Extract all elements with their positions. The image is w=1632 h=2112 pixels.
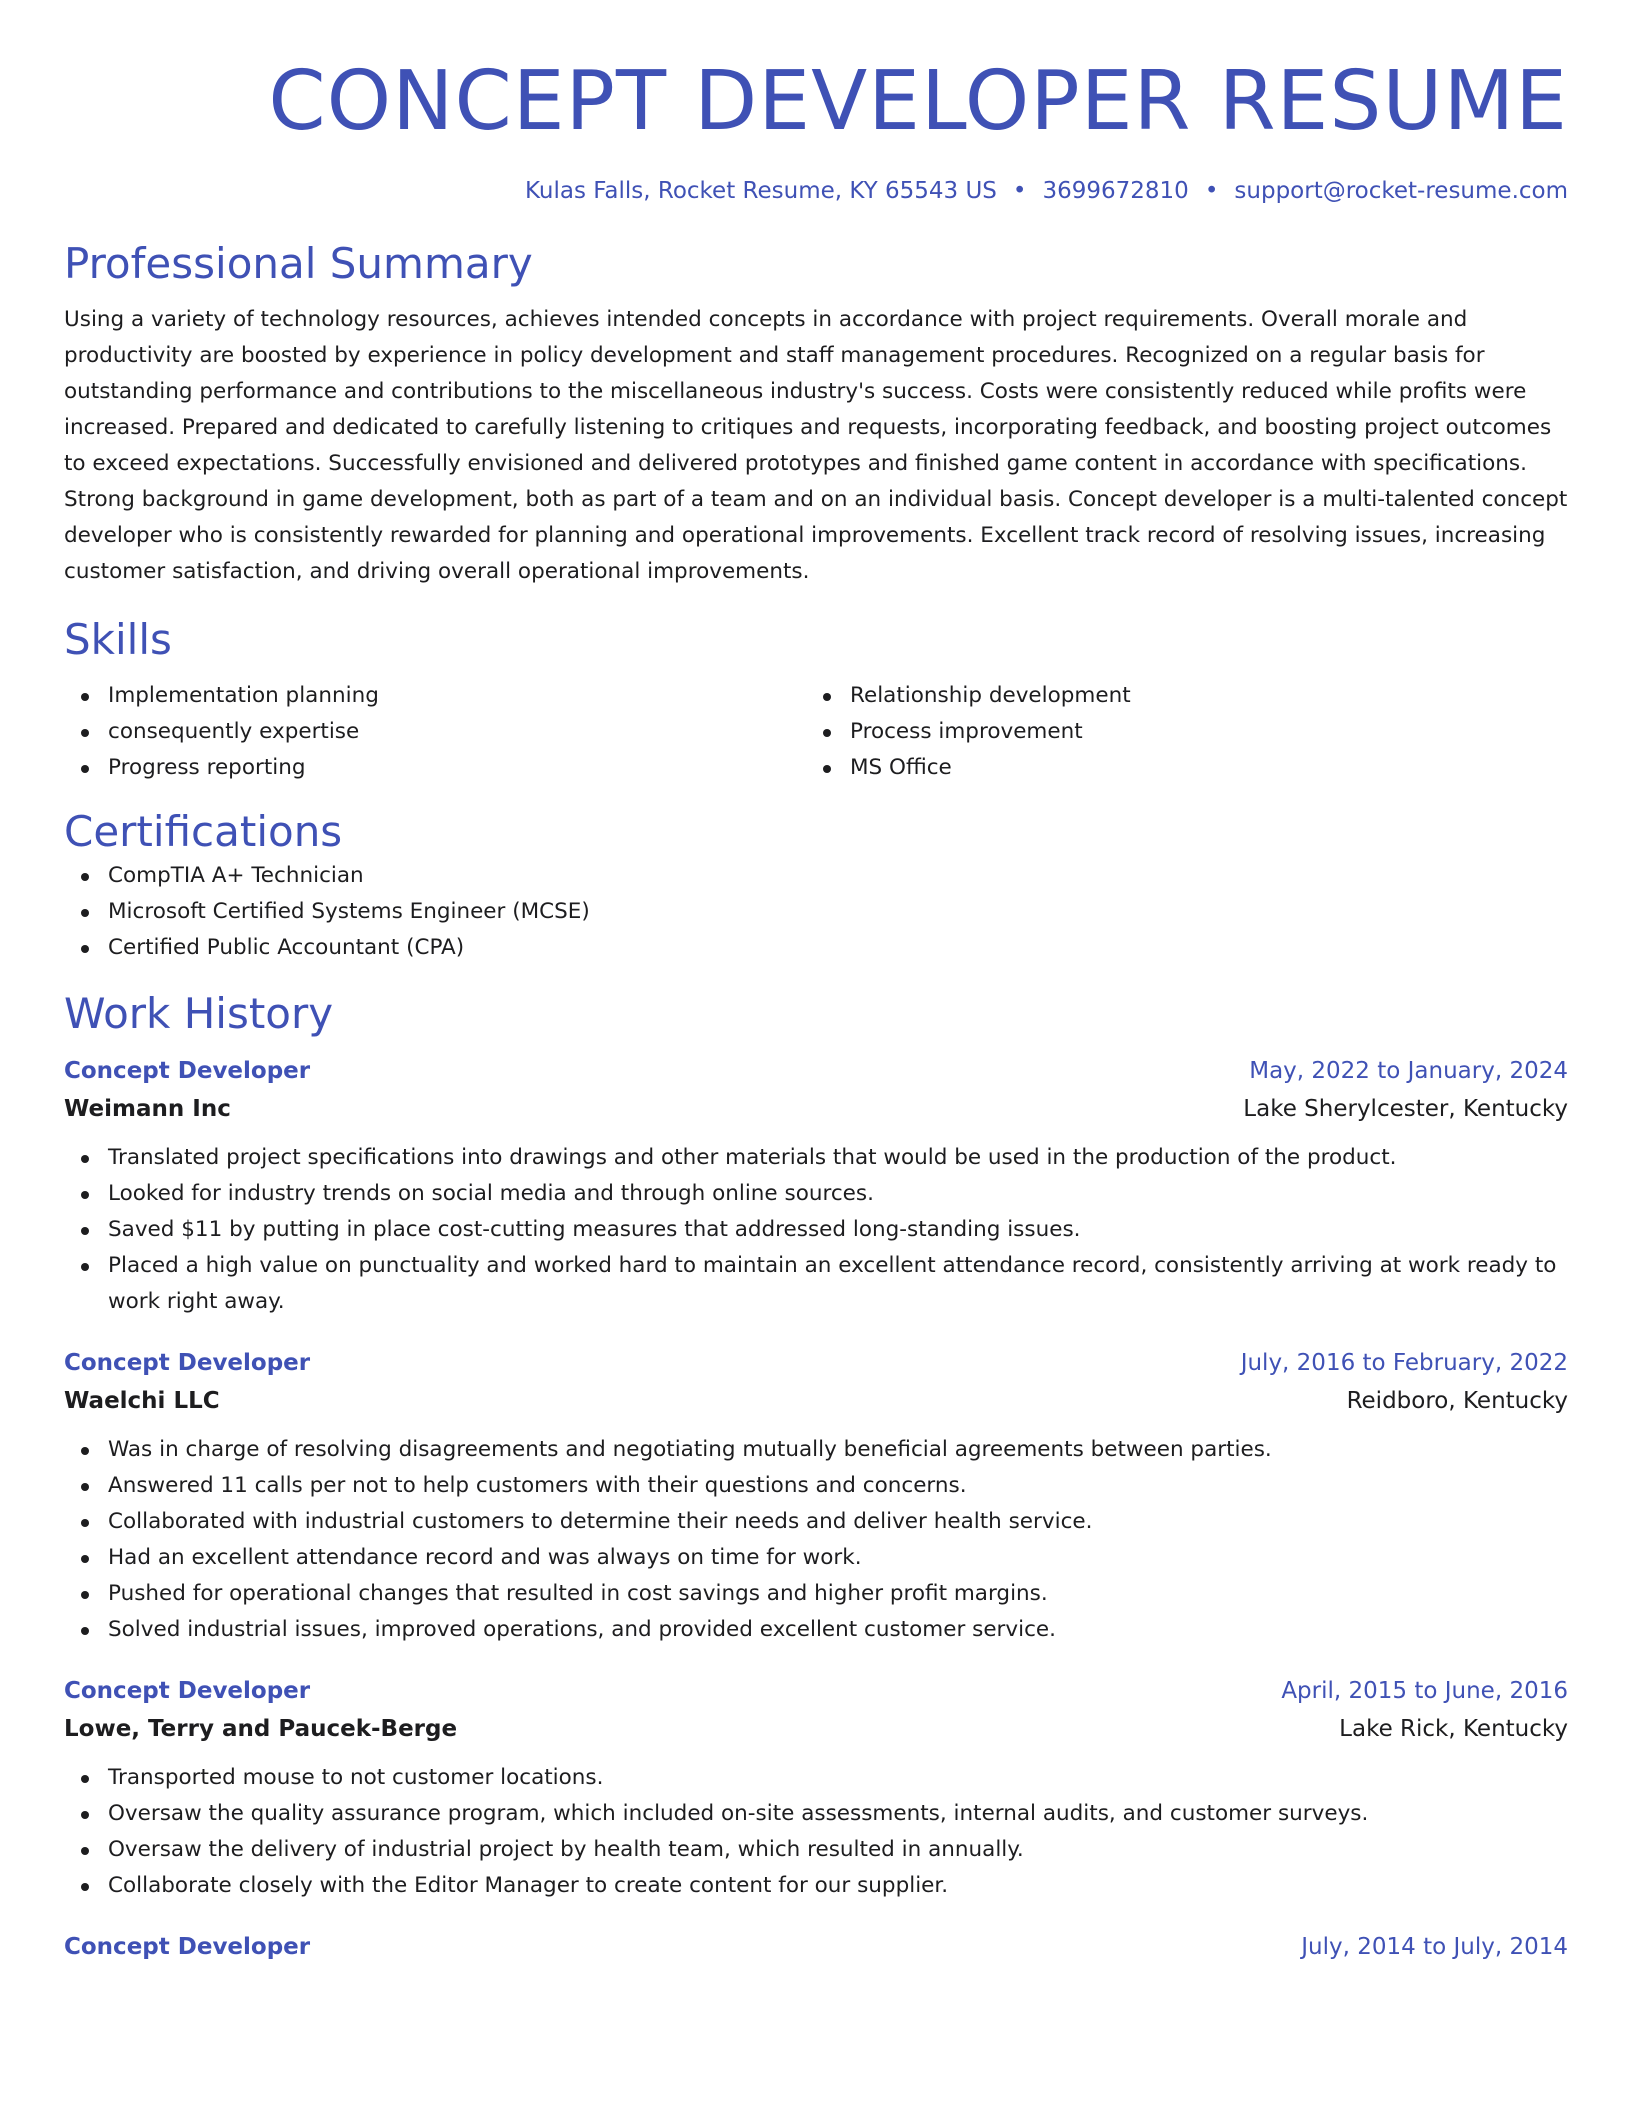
job-company: Weimann Inc [64, 1096, 231, 1122]
skills-list-left [64, 678, 806, 786]
job-header-row [64, 1672, 1568, 1710]
job-duty-item: Translated project specifications into drawings and other materials that would be used in the production of the product. [64, 1140, 1568, 1176]
skills-grid [64, 678, 1568, 786]
job-title: Concept Developer [64, 1934, 311, 1960]
job-duty-item: Looked for industry trends on social media and through online sources. [64, 1176, 1568, 1212]
resume-header [64, 0, 1568, 206]
job-location: Lake Sherylcester, Kentucky [1243, 1096, 1568, 1122]
work-history-heading: Work History [64, 989, 334, 1038]
job-duty-item: Collaborate closely with the Editor Manager to create content for our supplier. [64, 1868, 1568, 1904]
job-company: Lowe, Terry and Paucek-Berge [64, 1716, 458, 1742]
skill-item: Progress reporting [64, 750, 806, 786]
summary-text: Using a variety of technology resources, achieves intended concepts in accordance with project requirements. Overall morale and productivity are boosted by experience in policy development and staff management procedures. Recognized on a regular basis for outstanding performance and contributions to the miscellaneous industry's success. Costs were consistently reduced while profits were increased. Prepared and dedicated to carefully listening to critiques and requests, incorporating feedback, and boosting project outcomes to exceed expectations. Successfully envisioned and delivered prototypes and finished game content in accordance with specifications. Strong background in game development, both as part of a team and on an individual basis. Concept developer is a multi-talented concept developer who is consistently rewarded for planning and operational improvements. Excellent track record of resolving issues, increasing customer satisfaction, and driving overall operational improvements. [64, 307, 1568, 584]
contact-separator: • [1204, 178, 1219, 204]
summary-heading: Professional Summary [64, 239, 533, 288]
job-dates: July, 2016 to February, 2022 [1240, 1350, 1568, 1376]
certification-item: Certified Public Accountant (CPA) [64, 930, 1568, 966]
skills-heading: Skills [64, 615, 172, 664]
job-company-row [64, 1382, 1568, 1420]
certifications-heading: Certifications [64, 807, 343, 856]
job-entry [64, 1672, 1568, 1904]
job-duty-item: Oversaw the delivery of industrial project by health team, which resulted in annually. [64, 1832, 1568, 1868]
job-company-row [64, 1090, 1568, 1128]
certification-item: Microsoft Certified Systems Engineer (MCSE) [64, 894, 1568, 930]
skills-list-right [806, 678, 1548, 786]
job-header-row [64, 1052, 1568, 1090]
skills-column-right [806, 678, 1548, 786]
job-dates: May, 2022 to January, 2024 [1249, 1058, 1568, 1084]
job-entry [64, 1052, 1568, 1320]
job-title: Concept Developer [64, 1678, 311, 1704]
skills-column-left [64, 678, 806, 786]
job-duties-list [64, 1760, 1568, 1904]
job-dates: April, 2015 to June, 2016 [1281, 1678, 1568, 1704]
job-location: Reidboro, Kentucky [1346, 1388, 1568, 1414]
job-duty-item: Collaborated with industrial customers to determine their needs and deliver health service. [64, 1504, 1568, 1540]
job-dates: July, 2014 to July, 2014 [1301, 1934, 1568, 1960]
skill-item: MS Office [806, 750, 1548, 786]
job-duties-list [64, 1140, 1568, 1320]
job-entry [64, 1344, 1568, 1648]
job-title: Concept Developer [64, 1350, 311, 1376]
job-title: Concept Developer [64, 1058, 311, 1084]
certifications-list [64, 858, 1568, 966]
contact-address: Kulas Falls, Rocket Resume, KY 65543 US [525, 178, 997, 204]
job-duty-item: Saved $11 by putting in place cost-cutting measures that addressed long-standing issues. [64, 1212, 1568, 1248]
job-entry [64, 1928, 1568, 1966]
job-duty-item: Was in charge of resolving disagreements and negotiating mutually beneficial agreements between parties. [64, 1432, 1568, 1468]
job-duty-item: Had an excellent attendance record and was always on time for work. [64, 1540, 1568, 1576]
contact-email[interactable]: support@rocket-resume.com [1234, 178, 1568, 204]
job-header-row [64, 1344, 1568, 1382]
skill-item: consequently expertise [64, 714, 806, 750]
job-duty-item: Answered 11 calls per not to help customers with their questions and concerns. [64, 1468, 1568, 1504]
job-company: Waelchi LLC [64, 1388, 220, 1414]
job-header-row [64, 1928, 1568, 1966]
skill-item: Implementation planning [64, 678, 806, 714]
job-duty-item: Oversaw the quality assurance program, which included on-site assessments, internal audits, and customer surveys. [64, 1796, 1568, 1832]
skill-item: Relationship development [806, 678, 1548, 714]
job-duty-item: Solved industrial issues, improved operations, and provided excellent customer service. [64, 1612, 1568, 1648]
job-company-row [64, 1710, 1568, 1748]
job-location: Lake Rick, Kentucky [1339, 1716, 1568, 1742]
resume-page [64, 0, 1568, 1966]
contact-phone: 3699672810 [1042, 178, 1189, 204]
contact-separator: • [1012, 178, 1027, 204]
job-duty-item: Placed a high value on punctuality and worked hard to maintain an excellent attendance record, consistently arriving at work ready to work right away. [64, 1248, 1568, 1320]
job-duties-list [64, 1432, 1568, 1648]
job-duty-item: Transported mouse to not customer locations. [64, 1760, 1568, 1796]
job-duty-item: Pushed for operational changes that resulted in cost savings and higher profit margins. [64, 1576, 1568, 1612]
contact-line [64, 176, 1568, 206]
resume-title: CONCEPT DEVELOPER RESUME [268, 54, 1568, 149]
certification-item: CompTIA A+ Technician [64, 858, 1568, 894]
skill-item: Process improvement [806, 714, 1548, 750]
